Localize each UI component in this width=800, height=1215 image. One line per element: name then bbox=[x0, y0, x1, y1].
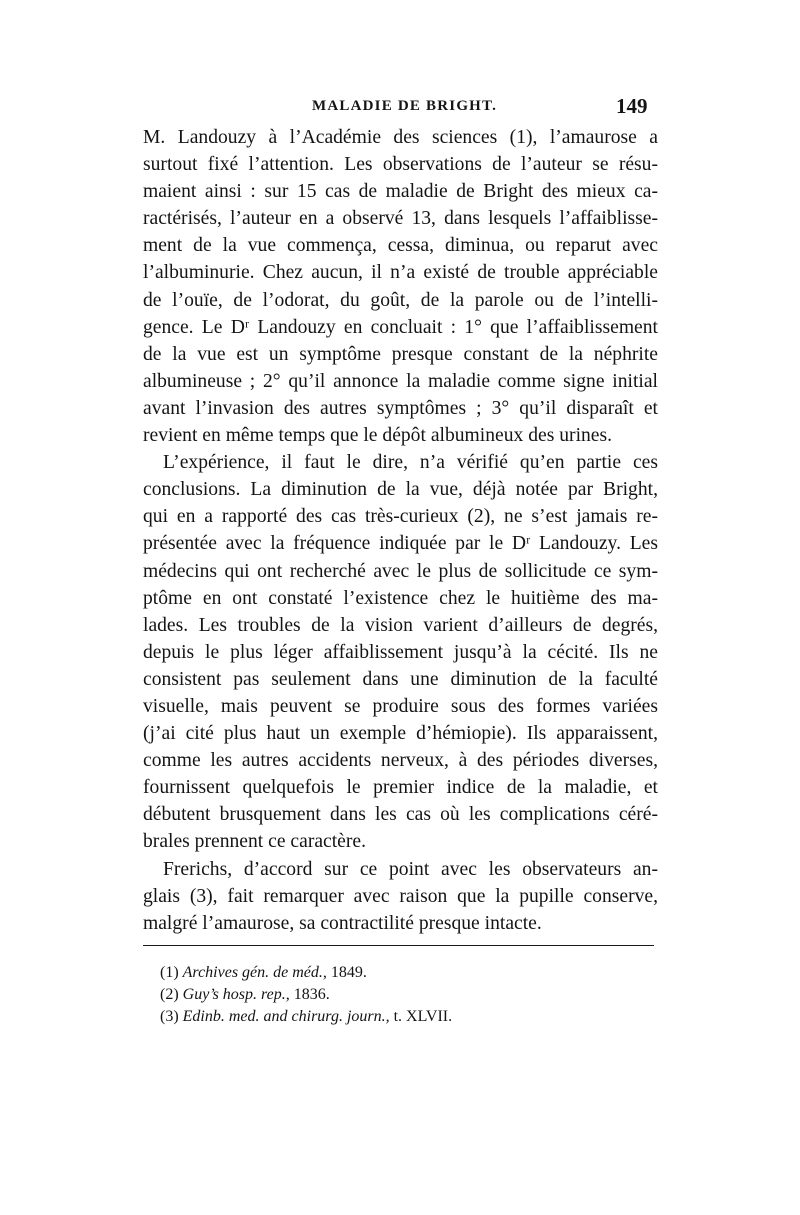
text-line: fournissent quelquefois le premier indice de la maladie, et bbox=[143, 777, 658, 799]
text-line: revient en même temps que le dépôt albumineux des urines. bbox=[143, 425, 613, 447]
text-line: (j’ai cité plus haut un exemple d’hémiopie). Ils apparaissent, bbox=[143, 723, 658, 745]
footnote-title: Guy’s hosp. rep., bbox=[182, 986, 290, 1003]
footnote-mark: (2) bbox=[160, 986, 179, 1003]
text-line: de la vue est un symptôme presque constant de la néphrite bbox=[143, 343, 658, 365]
running-head bbox=[0, 94, 800, 124]
text-line: ractérisés, l’auteur en a observé 13, dans lesquels l’affaiblisse- bbox=[143, 208, 658, 230]
text-line: L’expérience, il faut le dire, n’a vérifié qu’en partie ces bbox=[163, 452, 658, 474]
text-line: Frerichs, d’accord sur ce point avec les observateurs an- bbox=[163, 858, 658, 880]
text-line: comme les autres accidents nerveux, à des périodes diverses, bbox=[143, 750, 658, 772]
text-line: débutent brusquement dans les cas où les complications céré- bbox=[143, 804, 658, 826]
footnote-ref: t. XLVII. bbox=[393, 1008, 453, 1025]
text-line: M. Landouzy à l’Académie des sciences (1), l’amaurose a bbox=[143, 127, 658, 148]
page-number: 149 bbox=[616, 94, 648, 118]
footnote bbox=[160, 1006, 452, 1028]
text-line: glais (3), fait remarquer avec raison que la pupille conserve, bbox=[143, 885, 658, 907]
footnote-mark: (1) bbox=[160, 964, 179, 981]
footnote-ref: 1836. bbox=[293, 986, 330, 1003]
footnote bbox=[160, 962, 452, 984]
text-line: surtout fixé l’attention. Les observations de l’auteur se résu- bbox=[143, 154, 658, 176]
footnote-title: Edinb. med. and chirurg. journ., bbox=[182, 1008, 390, 1025]
text-line: médecins qui ont recherché avec le plus de sollicitude ce sym- bbox=[143, 560, 658, 582]
text-line: qui en a rapporté des cas très-curieux (2), ne s’est jamais re- bbox=[143, 506, 658, 528]
body-text bbox=[143, 124, 658, 937]
footnote bbox=[160, 984, 452, 1006]
text-line: l’albuminurie. Chez aucun, il n’a existé de trouble appréciable bbox=[143, 262, 658, 284]
text-line: présentée avec la fréquence indiquée par le Dʳ Landouzy. Les bbox=[143, 533, 658, 555]
text-line: albumineuse ; 2° qu’il annonce la maladie comme signe initial bbox=[143, 370, 658, 392]
text-line: de l’ouïe, de l’odorat, du goût, de la parole ou de l’intelli- bbox=[143, 289, 658, 311]
footnote-rule bbox=[143, 945, 654, 946]
text-line: consistent pas seulement dans une diminution de la faculté bbox=[143, 668, 658, 690]
footnote-title: Archives gén. de méd., bbox=[182, 964, 327, 981]
text-line: lades. Les troubles de la vision varient d’ailleurs de degrés, bbox=[143, 614, 658, 636]
text-line: avant l’invasion des autres symptômes ; 3° qu’il disparaît et bbox=[143, 397, 658, 419]
text-line: depuis le plus léger affaiblissement jusqu’à la cécité. Ils ne bbox=[143, 641, 658, 663]
footnotes bbox=[160, 962, 452, 1028]
text-line: conclusions. La diminution de la vue, déjà notée par Bright, bbox=[143, 479, 658, 501]
footnote-ref: 1849. bbox=[330, 964, 367, 981]
text-line: gence. Le Dʳ Landouzy en concluait : 1° que l’affaiblissement bbox=[143, 316, 658, 338]
text-line: ptôme en ont constaté l’existence chez le huitième des ma- bbox=[143, 587, 658, 609]
text-line: brales prennent ce caractère. bbox=[143, 831, 366, 853]
text-line: malgré l’amaurose, sa contractilité presque intacte. bbox=[143, 912, 542, 934]
text-line: maient ainsi : sur 15 cas de maladie de Bright des mieux ca- bbox=[143, 181, 658, 203]
running-head-title: MALADIE DE BRIGHT. bbox=[312, 98, 498, 114]
text-line: ment de la vue commença, cessa, diminua, ou reparut avec bbox=[143, 235, 658, 257]
footnote-mark: (3) bbox=[160, 1008, 179, 1025]
text-line: visuelle, mais peuvent se produire sous des formes variées bbox=[143, 695, 658, 717]
